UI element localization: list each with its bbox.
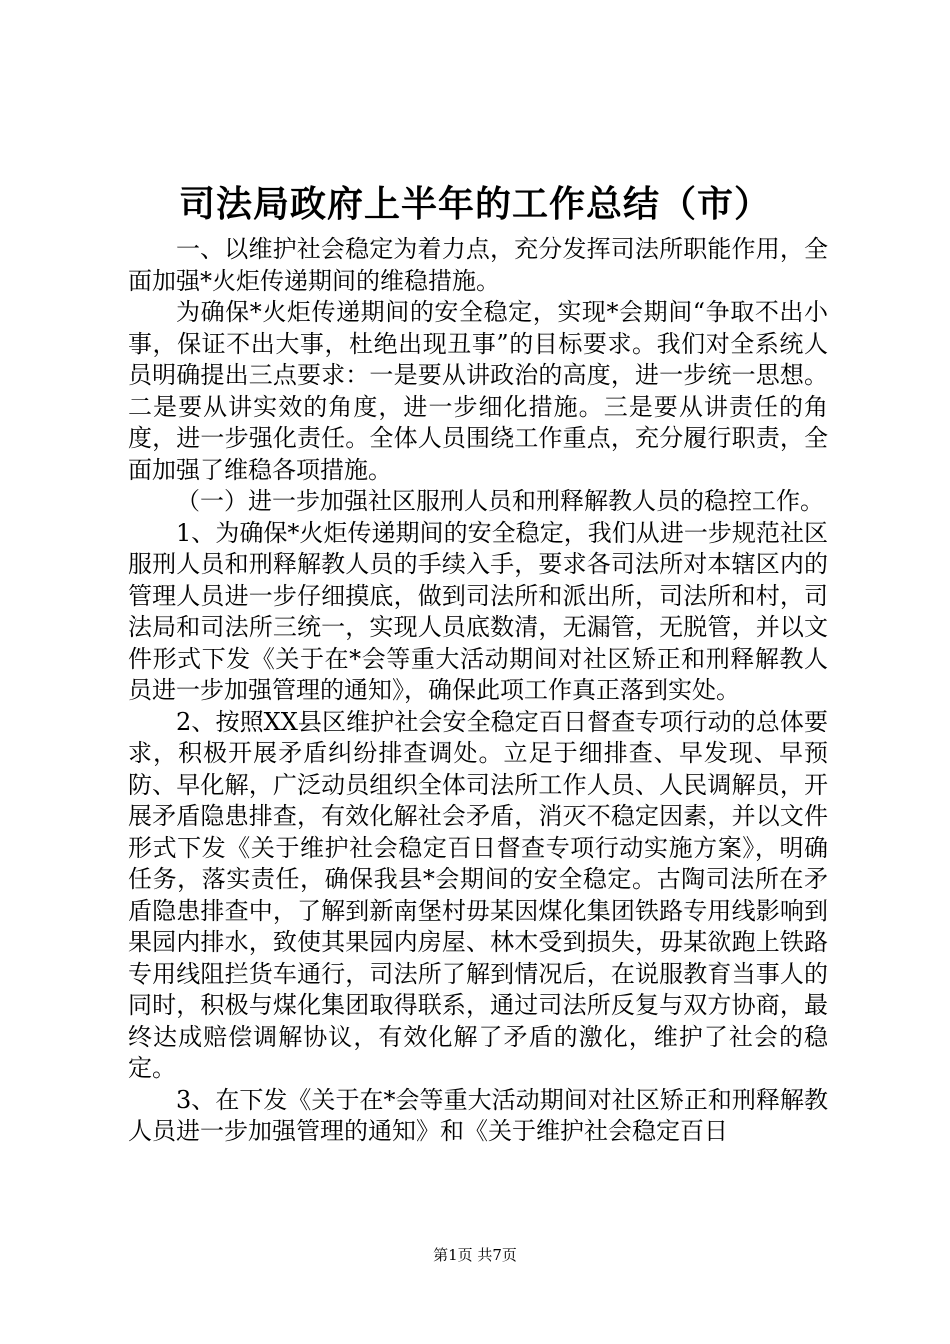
body-paragraph: 为确保*火炬传递期间的安全稳定，实现*会期间“争取不出小事，保证不出大事，杜绝出现丑事”的目标要求。我们对全系统人员明确提出三点要求：一是要从讲政治的高度，进一步统一思想。二是要从讲实效的角度，进一步细化措施。三是要从讲责任的角度，进一步强化责任。全体人员围绕工作重点，充分履行职责，全面加强了维稳各项措施。 (128, 298, 828, 484)
body-paragraph: 1、为确保*火炬传递期间的安全稳定，我们从进一步规范社区服刑人员和刑释解教人员的手续入手，要求各司法所对本辖区内的管理人员进一步仔细摸底，做到司法所和派出所，司法所和村，司法局和司法所三统一，实现人员底数清，无漏管，无脱管，并以文件形式下发《关于在*会等重大活动期间对社区矫正和刑释解教人员进一步加强管理的通知》，确保此项工作真正落到实处。 (128, 518, 828, 704)
subsection-heading: （一）进一步加强社区服刑人员和刑释解教人员的稳控工作。 (176, 487, 824, 515)
document-body (128, 234, 828, 1148)
body-paragraph: 2、按照XX县区维护社会安全稳定百日督查专项行动的总体要求，积极开展矛盾纠纷排查调处。立足于细排查、早发现、早预防、早化解，广泛动员组织全体司法所工作人员、人民调解员，开展矛盾隐患排查，有效化解社会矛盾，消灭不稳定因素，并以文件形式下发《关于维护社会稳定百日督查专项行动实施方案》，明确任务，落实责任，确保我县*会期间的安全稳定。古陶司法所在矛盾隐患排查中，了解到新南堡村毋某因煤化集团铁路专用线影响到果园内排水，致使其果园内房屋、林木受到损失，毋某欲跑上铁路专用线阻拦货车通行，司法所了解到情况后，在说服教育当事人的同时，积极与煤化集团取得联系，通过司法所反复与双方协商，最终达成赔偿调解协议，有效化解了矛盾的激化，维护了社会的稳定。 (128, 707, 828, 1082)
section-heading: 一、以维护社会稳定为着力点，充分发挥司法所职能作用，全面加强*火炬传递期间的维稳措施。 (128, 235, 828, 295)
body-paragraph: 3、在下发《关于在*会等重大活动期间对社区矫正和刑释解教人员进一步加强管理的通知》和《关于维护社会稳定百日 (128, 1085, 828, 1145)
document-title: 司法局政府上半年的工作总结（市） (178, 184, 771, 225)
page-number-footer: 第1页 共7页 (433, 1246, 517, 1264)
